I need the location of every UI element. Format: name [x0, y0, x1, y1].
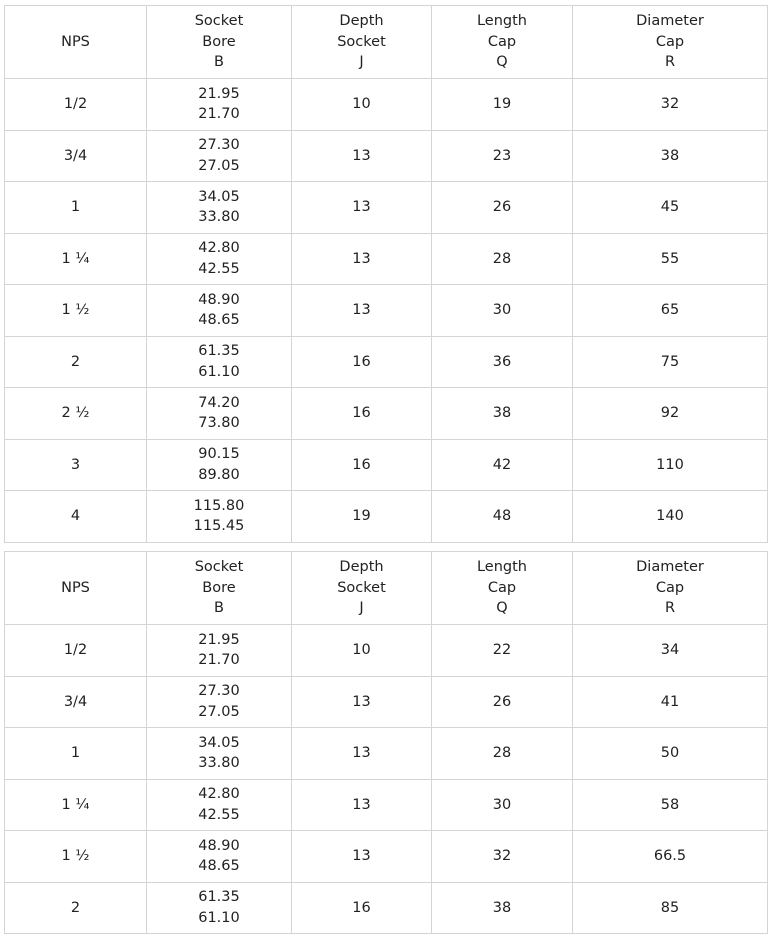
- socket-bore-cell: [147, 728, 292, 780]
- bore-min-value: 48.65: [198, 858, 240, 875]
- bore-min-value: 21.70: [198, 106, 240, 123]
- length-cap-cell: 36: [432, 336, 573, 388]
- depth-socket-cell: 13: [292, 728, 432, 780]
- depth-socket-cell: 13: [292, 233, 432, 285]
- bore-max-value: 90.15: [198, 446, 240, 463]
- table-header: [5, 552, 768, 625]
- table-row: [5, 233, 768, 285]
- length-cap-cell: 48: [432, 491, 573, 543]
- diameter-cap-cell: 110: [573, 439, 768, 491]
- depth-socket-header: [292, 6, 432, 79]
- table-row: [5, 182, 768, 234]
- socket-bore-cell: [147, 625, 292, 677]
- header-line: Q: [496, 600, 508, 617]
- table-row: [5, 388, 768, 440]
- header-line: R: [664, 54, 676, 71]
- depth-socket-cell: 16: [292, 336, 432, 388]
- nps-cell: 2: [5, 336, 147, 388]
- socket-bore-cell: [147, 882, 292, 934]
- length-cap-cell: 23: [432, 130, 573, 182]
- diameter-cap-cell: 32: [573, 79, 768, 131]
- length-cap-cell: 30: [432, 285, 573, 337]
- table-header: [5, 6, 768, 79]
- nps-cell: 1 ¼: [5, 779, 147, 831]
- header-line: B: [214, 600, 224, 617]
- header-line: Length: [476, 559, 527, 576]
- bore-max-value: 34.05: [198, 734, 240, 751]
- diameter-cap-cell: 41: [573, 676, 768, 728]
- header-line: Diameter: [636, 559, 704, 576]
- table-row: [5, 728, 768, 780]
- diameter-cap-cell: 50: [573, 728, 768, 780]
- bore-max-value: 61.35: [198, 343, 240, 360]
- socket-bore-cell: [147, 182, 292, 234]
- length-cap-cell: 19: [432, 79, 573, 131]
- header-line: J: [359, 54, 364, 71]
- depth-socket-cell: 19: [292, 491, 432, 543]
- header-line: B: [214, 54, 224, 71]
- table-body: [5, 625, 768, 934]
- table-row: [5, 130, 768, 182]
- header-line: Depth: [339, 13, 384, 30]
- nps-cell: 4: [5, 491, 147, 543]
- bore-min-value: 27.05: [198, 157, 240, 174]
- header-line: Socket: [337, 33, 386, 50]
- length-cap-cell: 30: [432, 779, 573, 831]
- length-cap-header: [432, 6, 573, 79]
- bore-min-value: 21.70: [198, 652, 240, 669]
- nps-cell: 1/2: [5, 79, 147, 131]
- header-line: Diameter: [636, 13, 704, 30]
- dimensions-table-2: [4, 551, 768, 934]
- bore-min-value: 48.65: [198, 312, 240, 329]
- table-body: [5, 79, 768, 543]
- bore-max-value: 42.80: [198, 240, 240, 257]
- bore-max-value: 48.90: [198, 837, 240, 854]
- depth-socket-cell: 13: [292, 676, 432, 728]
- depth-socket-cell: 10: [292, 79, 432, 131]
- diameter-cap-cell: 34: [573, 625, 768, 677]
- bore-min-value: 27.05: [198, 703, 240, 720]
- nps-cell: 1: [5, 728, 147, 780]
- socket-bore-cell: [147, 676, 292, 728]
- table-row: [5, 779, 768, 831]
- socket-bore-cell: [147, 388, 292, 440]
- length-cap-cell: 32: [432, 831, 573, 883]
- table-row: [5, 336, 768, 388]
- depth-socket-cell: 13: [292, 831, 432, 883]
- socket-bore-cell: [147, 336, 292, 388]
- header-line: Cap: [487, 579, 517, 596]
- diameter-cap-cell: 85: [573, 882, 768, 934]
- bore-max-value: 42.80: [198, 786, 240, 803]
- diameter-cap-cell: 38: [573, 130, 768, 182]
- table-row: [5, 79, 768, 131]
- socket-bore-cell: [147, 285, 292, 337]
- nps-header: [5, 6, 147, 79]
- nps-header: [5, 552, 147, 625]
- table-row: [5, 831, 768, 883]
- header-line: Socket: [194, 13, 244, 30]
- depth-socket-cell: 16: [292, 388, 432, 440]
- socket-bore-cell: [147, 779, 292, 831]
- bore-max-value: 27.30: [198, 137, 240, 154]
- socket-bore-cell: [147, 79, 292, 131]
- diameter-cap-cell: 92: [573, 388, 768, 440]
- socket-bore-cell: [147, 439, 292, 491]
- bore-min-value: 42.55: [198, 260, 240, 277]
- bore-min-value: 61.10: [198, 909, 240, 926]
- length-cap-cell: 42: [432, 439, 573, 491]
- depth-socket-cell: 13: [292, 779, 432, 831]
- header-line: Length: [476, 13, 527, 30]
- nps-cell: 1/2: [5, 625, 147, 677]
- socket-bore-header: [147, 552, 292, 625]
- header-line: Socket: [194, 559, 244, 576]
- length-cap-cell: 28: [432, 728, 573, 780]
- nps-cell: 1: [5, 182, 147, 234]
- diameter-cap-cell: 140: [573, 491, 768, 543]
- header-line: J: [359, 600, 364, 617]
- depth-socket-cell: 16: [292, 439, 432, 491]
- socket-bore-cell: [147, 233, 292, 285]
- header-line: Cap: [655, 33, 685, 50]
- nps-cell: 3/4: [5, 676, 147, 728]
- nps-cell: 3: [5, 439, 147, 491]
- table-row: [5, 285, 768, 337]
- diameter-cap-cell: 75: [573, 336, 768, 388]
- bore-min-value: 61.10: [198, 363, 240, 380]
- nps-cell: 3/4: [5, 130, 147, 182]
- socket-bore-cell: [147, 130, 292, 182]
- table-row: [5, 491, 768, 543]
- length-cap-cell: 22: [432, 625, 573, 677]
- bore-max-value: 115.80: [193, 497, 245, 514]
- table-row: [5, 625, 768, 677]
- socket-bore-header: [147, 6, 292, 79]
- header-line: Bore: [202, 33, 236, 50]
- table-row: [5, 882, 768, 934]
- header-line: NPS: [61, 579, 90, 596]
- diameter-cap-cell: 65: [573, 285, 768, 337]
- diameter-cap-header: [573, 552, 768, 625]
- bore-min-value: 33.80: [198, 209, 240, 226]
- nps-cell: 2: [5, 882, 147, 934]
- bore-max-value: 21.95: [198, 631, 240, 648]
- depth-socket-cell: 10: [292, 625, 432, 677]
- depth-socket-header: [292, 552, 432, 625]
- diameter-cap-cell: 45: [573, 182, 768, 234]
- bore-max-value: 34.05: [198, 188, 240, 205]
- table-row: [5, 439, 768, 491]
- bore-max-value: 21.95: [198, 85, 240, 102]
- diameter-cap-cell: 55: [573, 233, 768, 285]
- header-line: Q: [496, 54, 508, 71]
- header-line: Socket: [337, 579, 386, 596]
- depth-socket-cell: 13: [292, 130, 432, 182]
- diameter-cap-cell: 66.5: [573, 831, 768, 883]
- depth-socket-cell: 13: [292, 285, 432, 337]
- header-line: Cap: [655, 579, 685, 596]
- diameter-cap-header: [573, 6, 768, 79]
- bore-min-value: 89.80: [198, 466, 240, 483]
- table-row: [5, 676, 768, 728]
- nps-cell: 1 ½: [5, 285, 147, 337]
- header-line: R: [664, 600, 676, 617]
- header-line: Depth: [339, 559, 384, 576]
- diameter-cap-cell: 58: [573, 779, 768, 831]
- bore-min-value: 33.80: [198, 755, 240, 772]
- bore-min-value: 42.55: [198, 806, 240, 823]
- bore-min-value: 115.45: [193, 518, 245, 535]
- header-line: NPS: [61, 33, 90, 50]
- header-line: Cap: [487, 33, 517, 50]
- bore-max-value: 61.35: [198, 889, 240, 906]
- nps-cell: 1 ½: [5, 831, 147, 883]
- depth-socket-cell: 13: [292, 182, 432, 234]
- length-cap-cell: 26: [432, 182, 573, 234]
- bore-min-value: 73.80: [198, 415, 240, 432]
- socket-bore-cell: [147, 831, 292, 883]
- socket-bore-cell: [147, 491, 292, 543]
- bore-max-value: 27.30: [198, 683, 240, 700]
- nps-cell: 2 ½: [5, 388, 147, 440]
- length-cap-cell: 28: [432, 233, 573, 285]
- bore-max-value: 48.90: [198, 291, 240, 308]
- depth-socket-cell: 16: [292, 882, 432, 934]
- length-cap-cell: 38: [432, 882, 573, 934]
- length-cap-cell: 26: [432, 676, 573, 728]
- header-line: Bore: [202, 579, 236, 596]
- nps-cell: 1 ¼: [5, 233, 147, 285]
- length-cap-cell: 38: [432, 388, 573, 440]
- dimensions-table-1: [4, 5, 768, 543]
- bore-max-value: 74.20: [198, 394, 240, 411]
- length-cap-header: [432, 552, 573, 625]
